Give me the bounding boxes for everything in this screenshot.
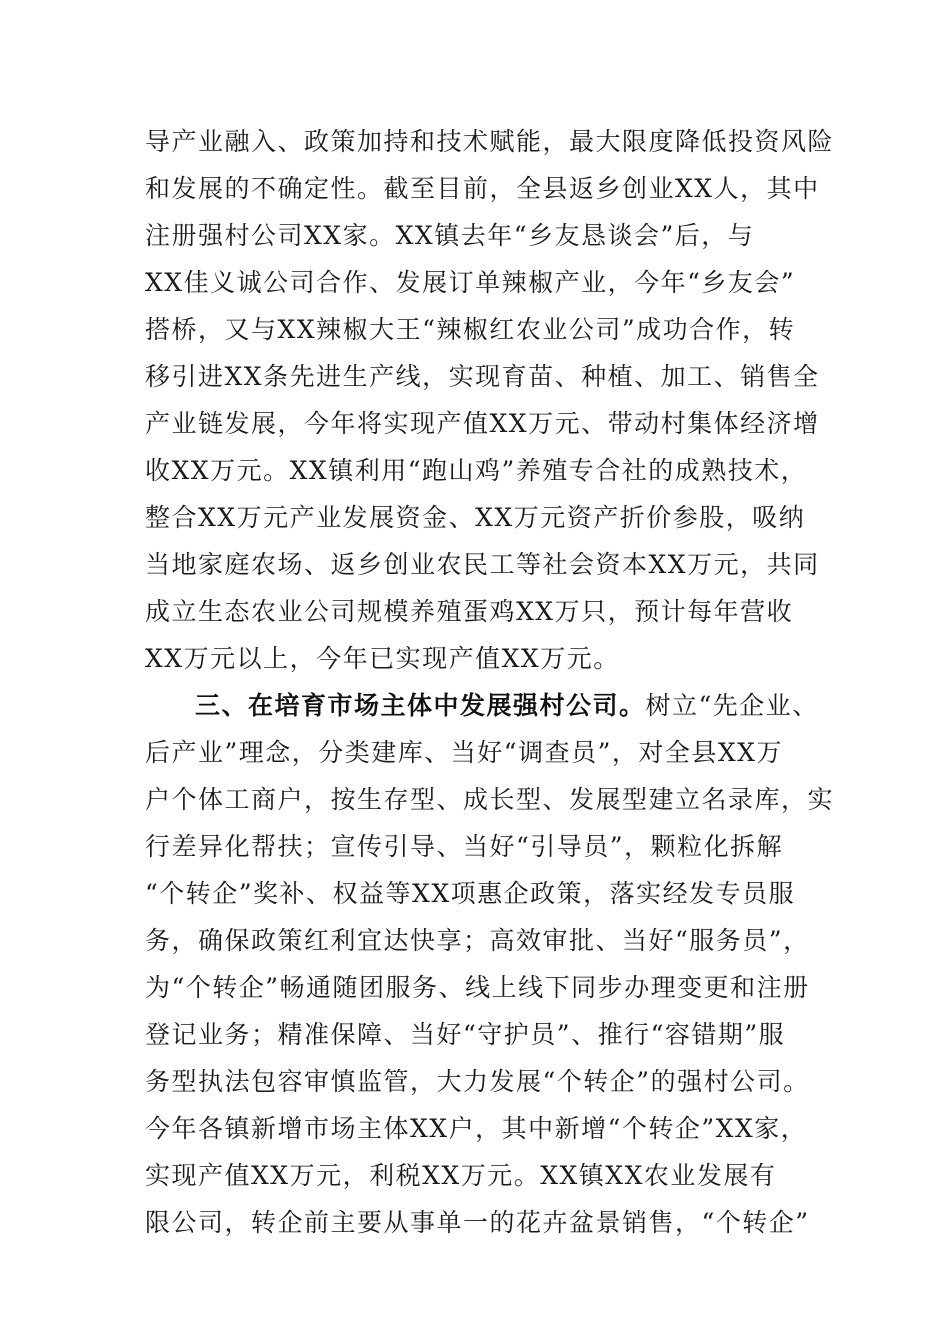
paragraph-2-line: 行差异化帮扶；宣传引导、当好“引导员”，颗粒化拆解 — [145, 832, 784, 861]
paragraph-1-line: 移引进XX条先进生产线，实现育苗、种植、加工、销售全 — [145, 362, 820, 391]
paragraph-2-first-line — [145, 682, 819, 729]
paragraph-2-line: 务型执法包容审慎监管，大力发展“个转企”的强村公司。 — [145, 1067, 810, 1096]
body-text — [145, 118, 835, 1246]
paragraph-1-line: 成立生态农业公司规模养殖蛋鸡XX万只，预计每年营收 — [145, 597, 794, 626]
paragraph-1-line: 整合XX万元产业发展资金、XX万元资产折价参股，吸纳 — [145, 503, 806, 532]
paragraph-2-line: 登记业务；精准保障、当好“守护员”、推行“容错期”服 — [145, 1020, 786, 1049]
paragraph-1-line: 收XX万元。XX镇利用“跑山鸡”养殖专合社的成熟技术， — [145, 456, 808, 485]
paragraph-1-line: 导产业融入、政策加持和技术赋能，最大限度降低投资风险 — [145, 127, 835, 156]
paragraph-2-line: 户个体工商户，按生存型、成长型、发展型建立名录库，实 — [145, 785, 835, 814]
paragraph-2-line: 限公司，转企前主要从事单一的花卉盆景销售，“个转企” — [145, 1208, 810, 1237]
paragraph-2-line: 实现产值XX万元，利税XX万元。XX镇XX农业发展有 — [145, 1161, 777, 1190]
paragraph-1-line: 当地家庭农场、返乡创业农民工等社会资本XX万元，共同 — [145, 550, 820, 579]
paragraph-1-line: XX佳义诚公司合作、发展订单辣椒产业，今年“乡友会” — [145, 268, 796, 297]
paragraph-2-line: 为“个转企”畅通随团服务、线上线下同步办理变更和注册 — [145, 973, 810, 1002]
paragraph-2-line: “个转企”奖补、权益等XX项惠企政策，落实经发专员服 — [145, 879, 796, 908]
section-heading: 三、在培育市场主体中发展强村公司。 — [195, 691, 646, 720]
paragraph-1-line: 注册强村公司XX家。XX镇去年“乡友恳谈会”后，与 — [145, 221, 755, 250]
paragraph-1-line: 和发展的不确定性。截至目前，全县返乡创业XX人，其中 — [145, 174, 820, 203]
paragraph-1-line: XX万元以上，今年已实现产值XX万元。 — [145, 644, 620, 673]
paragraph-2-line: 今年各镇新增市场主体XX户，其中新增“个转企”XX家， — [145, 1114, 808, 1143]
paragraph-2-line-rest: 树立“先企业、 — [645, 691, 819, 720]
paragraph-1-line: 产业链发展，今年将实现产值XX万元、带动村集体经济增 — [145, 409, 820, 438]
paragraph-1-line: 搭桥，又与XX辣椒大王“辣椒红农业公司”成功合作，转 — [145, 315, 796, 344]
paragraph-2-line: 务，确保政策红利宜达快享；高效审批、当好“服务员”， — [145, 926, 810, 955]
paragraph-2-line: 后产业”理念，分类建库、当好“调查员”，对全县XX万 — [145, 738, 783, 767]
